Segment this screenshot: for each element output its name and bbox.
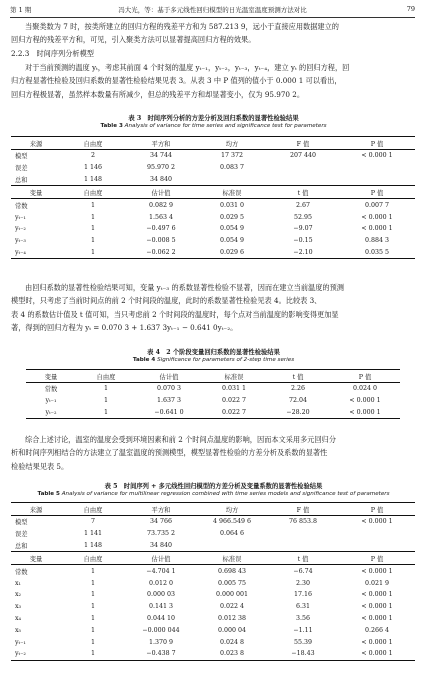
table-row — [11, 162, 415, 174]
text-line: 当聚类数为 7 时，按类所建立的回归方程的残差平方和为 587.213 9，远小于直接应用数据建立的 — [25, 22, 339, 31]
table-cell: < 0.000 1 — [361, 152, 393, 160]
text-line: 表 4 的系数估计值及 t 值可知，当只考虑前 2 个时间段的温度时，每个点对当前温度的影响变得更加显 — [11, 309, 339, 319]
table-cell: x₂ — [15, 591, 22, 599]
table5-caption-en — [0, 491, 427, 497]
text-line: 著，得到的回归方程为 yₜ = 0.070 3 + 1.637 3yₜ₋₁ − 0.641 0yₜ₋₂。 — [11, 323, 238, 333]
table-cell: 17 372 — [220, 152, 244, 160]
table-cell: −0.000 044 — [142, 626, 180, 634]
table-cell: 1 — [103, 397, 108, 405]
col-header: 估计值 — [125, 186, 197, 199]
paragraph-clustering-result — [11, 20, 415, 47]
table5-label: Table 5 — [37, 491, 60, 497]
col-header: 平方和 — [125, 503, 197, 516]
table-cell: 1 148 — [83, 175, 103, 183]
table-cell: 34 840 — [149, 541, 173, 549]
paragraph-time-series — [11, 61, 415, 101]
table-cell — [339, 540, 415, 552]
table-cell: 1 — [103, 385, 108, 393]
table-header-row — [26, 370, 400, 383]
table-cell: 0.012 38 — [217, 614, 247, 622]
table-cell: 0.064 6 — [219, 530, 245, 538]
text-line: 回归方程极显著，虽然样本数量有所减少，但总的残差平方和却显著变小，仅为 95.970 2。 — [11, 89, 305, 99]
table-row — [11, 223, 415, 235]
paragraph-combined-model — [11, 433, 415, 473]
table-5 — [11, 502, 415, 661]
table-row — [11, 577, 415, 589]
table-cell: < 0.000 1 — [361, 614, 393, 622]
table-cell: yₜ₋₁ — [45, 397, 57, 405]
text-line: 回归方程的残差平方和，可见，引入聚类方法可以显著提高回归方程的效果。 — [11, 35, 256, 45]
table-row — [11, 235, 415, 247]
table-cell: −18.43 — [267, 648, 339, 660]
table-cell: < 0.000 1 — [361, 591, 393, 599]
col-header: t 值 — [267, 552, 339, 565]
table-cell: yₜ₋₄ — [11, 247, 61, 259]
table-cell: 0.022 4 — [219, 603, 245, 611]
col-header: 自由度 — [61, 137, 125, 150]
issue-number: 第 1 期 — [10, 6, 32, 14]
table-cell: 常数 — [15, 202, 28, 210]
table-cell: 72.04 — [288, 397, 308, 405]
table5-caption-cn: 表 5 时间序列 + 多元线性回归模型的方差分析及变量系数的显著性检验结果 — [104, 483, 323, 490]
col-header: 均方 — [197, 137, 267, 150]
table-row — [11, 601, 415, 613]
col-header: 来源 — [11, 503, 61, 516]
table3-caption-cn: 表 3 时间序列分析的方差分析及回归系数的显著性检验结果 — [128, 115, 299, 122]
table-cell: 0.029 5 — [219, 213, 245, 221]
table-cell: −9.07 — [293, 225, 313, 233]
table-cell: 0.029 6 — [197, 247, 267, 259]
table-cell: 207 440 — [289, 152, 317, 160]
text-line: 析和时间序列相结合的方法建立了温室温度的预测模型，模型显著性检验的方差分析及系数的显著性 — [11, 448, 328, 458]
table-cell: 0.054 9 — [219, 237, 245, 245]
table-cell: 0.022 7 — [202, 407, 266, 419]
table-cell — [267, 540, 339, 552]
table-row — [26, 407, 400, 419]
page-number: 79 — [406, 5, 415, 13]
table-cell: 0.022 7 — [221, 397, 247, 405]
table-cell — [197, 540, 267, 552]
table-cell: 1 — [90, 579, 95, 587]
table-row — [11, 636, 415, 648]
table-cell: yₜ₋₂ — [26, 407, 76, 419]
table-cell: 73.735 2 — [146, 530, 176, 538]
table-cell: 0.000 04 — [217, 626, 247, 634]
text-line: 模型时，只考虑了当前时间点的前 2 个时间段的温度，此时的系数显著性检验见表 4。比较表 3、 — [11, 296, 322, 306]
table3-label: Table 3 — [100, 123, 123, 129]
table-cell: 1 — [90, 225, 95, 233]
table-cell: 55.39 — [293, 638, 313, 646]
table-cell: 0.007 7 — [364, 201, 390, 209]
table-cell: 模型 — [15, 519, 28, 527]
table3-caption-en — [0, 123, 427, 129]
table-cell: < 0.000 1 — [361, 518, 393, 526]
col-header: 变量 — [11, 186, 61, 199]
table-cell — [267, 162, 339, 174]
table-cell: 0.054 9 — [219, 225, 245, 233]
col-header: 均方 — [197, 503, 267, 516]
table-row — [11, 199, 415, 211]
table-cell: 0.082 9 — [148, 201, 174, 209]
table-header-row — [11, 137, 415, 150]
table-cell: 0.000 001 — [215, 591, 249, 599]
table-cell: 34 744 — [149, 152, 173, 160]
col-header: 来源 — [11, 137, 61, 150]
table-cell: 52.95 — [293, 213, 313, 221]
table-cell: 95.970 2 — [146, 164, 176, 172]
col-header: P 值 — [339, 186, 415, 199]
table-cell: 1 — [90, 213, 95, 221]
text-line: 检验结果见表 5。 — [11, 461, 69, 471]
table-cell: 1.637 3 — [156, 397, 182, 405]
table-cell: 0.005 75 — [217, 579, 247, 587]
table-cell: 总和 — [15, 542, 28, 550]
table-row — [11, 150, 415, 162]
table-row — [11, 516, 415, 528]
table-cell: 误差 — [15, 531, 28, 539]
col-header: P 值 — [339, 552, 415, 565]
col-header: 自由度 — [76, 370, 136, 383]
table3-caption-text: Analysis of variance for time series and significance test for parameters — [124, 123, 327, 129]
table4-caption-en — [0, 357, 427, 363]
table-row — [11, 624, 415, 636]
table-cell: 0.070 3 — [156, 385, 182, 393]
col-header: F 值 — [267, 137, 339, 150]
table5-caption-text: Analysis of variance for multilinear regression combined with time series models and significance test of parameters — [61, 491, 390, 497]
table-cell: 6.31 — [295, 603, 311, 611]
table-cell: 0.044 10 — [146, 614, 176, 622]
table-cell: 常数 — [15, 568, 28, 576]
table-cell: yₜ₋₂ — [11, 648, 61, 660]
table-cell: 2 — [90, 152, 95, 160]
table-cell — [197, 174, 267, 186]
table-cell — [339, 162, 415, 174]
table-cell: 误差 — [15, 165, 28, 173]
table-cell: −4.704 1 — [146, 567, 176, 575]
col-header: t 值 — [267, 186, 339, 199]
table-cell: −0.15 — [293, 237, 313, 245]
table-cell: 2.26 — [290, 385, 306, 393]
table-cell: 0.141 3 — [148, 603, 174, 611]
table-cell: −6.74 — [293, 567, 313, 575]
table-subheader-row — [11, 552, 415, 565]
table-cell: 0.000 03 — [146, 591, 176, 599]
table-row — [11, 565, 415, 577]
col-header: 估计值 — [136, 370, 202, 383]
text-line: 对于当前预测的温度 yₜ，考虑其前面 4 个时刻的温度 yₜ₋₁，yₜ₋₂，yₜ₋₃，yₜ₋₄，建立 yₜ 的回归方程，回 — [25, 63, 350, 72]
text-line: 由回归系数的显著性检验结果可知，变量 yₜ₋₃ 的系数显著性检验不显著，因而在建立当前温度的预测 — [25, 283, 344, 292]
col-header: t 值 — [266, 370, 330, 383]
table-cell: 0.024 0 — [352, 385, 378, 393]
table-cell: < 0.000 1 — [339, 648, 415, 660]
table-cell: 1 — [90, 603, 95, 611]
table-row — [11, 211, 415, 223]
table-cell: < 0.000 1 — [361, 213, 393, 221]
table-cell: 1 146 — [83, 164, 103, 172]
table-cell: 1 141 — [83, 530, 103, 538]
col-header: P 值 — [330, 370, 400, 383]
table4-label: Table 4 — [132, 357, 156, 363]
table-cell: 4 966.549 6 — [212, 518, 252, 526]
table-cell: −0.497 6 — [146, 225, 176, 233]
table-cell: 0.698 43 — [217, 567, 247, 575]
table-cell: 0.266 4 — [364, 626, 390, 634]
table-row — [26, 395, 400, 407]
table-cell: yₜ₋₁ — [15, 638, 26, 646]
table4-caption-text: Significance for parameters of 2-step time series — [157, 357, 295, 363]
table-row — [11, 613, 415, 625]
section-heading: 2.2.3 时间序列分析模型 — [11, 49, 94, 58]
table-cell: 1 148 — [83, 541, 103, 549]
table-cell: < 0.000 1 — [361, 567, 393, 575]
col-header: 自由度 — [61, 186, 125, 199]
col-header: 平方和 — [125, 137, 197, 150]
table-cell: 2.67 — [295, 201, 311, 209]
table-cell: 1.370 9 — [148, 638, 174, 646]
table-cell: −0.438 7 — [125, 648, 197, 660]
col-header: 变量 — [11, 552, 61, 565]
col-header: P 值 — [339, 503, 415, 516]
table-cell: −28.20 — [266, 407, 330, 419]
text-line: 综合上述讨论，温室的温度会受到环境因素和前 2 个时间点温度的影响，因而本文采用多元回归分 — [25, 435, 337, 444]
table-cell: 0.021 9 — [364, 579, 390, 587]
table-cell: 1 — [90, 591, 95, 599]
table-cell: 2.30 — [295, 579, 311, 587]
table-cell: 1.563 4 — [148, 213, 174, 221]
table-cell: 1 — [90, 614, 95, 622]
text-line: 归方程显著性检验及回归系数的显著性检验结果见表 3。从表 3 中 P 值列的值小于 0.000 1 可以看出， — [11, 76, 342, 86]
table-cell: 1 — [90, 638, 95, 646]
table-cell: yₜ₋₂ — [15, 225, 26, 233]
table-cell: 17.16 — [293, 591, 313, 599]
table-row — [11, 528, 415, 540]
table-cell: 0.031 1 — [221, 385, 247, 393]
table-cell: 0.012 0 — [148, 579, 174, 587]
table-cell: 1 — [61, 648, 125, 660]
table-cell: < 0.000 1 — [330, 407, 400, 419]
col-header: 标准误 — [197, 186, 267, 199]
table-cell: < 0.000 1 — [361, 225, 393, 233]
running-title: 冯大光，等：基于多元线性回归模型的日光温室温度预测方法对比 — [118, 6, 307, 14]
col-header: P 值 — [339, 137, 415, 150]
table-cell: 0.035 5 — [339, 247, 415, 259]
table-cell — [339, 528, 415, 540]
table-cell: < 0.000 1 — [349, 397, 381, 405]
table-cell: −2.10 — [267, 247, 339, 259]
table-cell: 0.024 8 — [219, 638, 245, 646]
table-cell: x₁ — [15, 579, 22, 587]
table-cell: 0.023 8 — [197, 648, 267, 660]
col-header: 标准误 — [202, 370, 266, 383]
table-cell — [267, 528, 339, 540]
table-cell: 1 — [90, 626, 95, 634]
table-cell: −0.641 0 — [136, 407, 202, 419]
table-cell: x₄ — [15, 614, 22, 622]
col-header: 自由度 — [61, 503, 125, 516]
table-subheader-row — [11, 186, 415, 199]
table-cell: 总和 — [15, 176, 28, 184]
table-cell: 常数 — [44, 386, 58, 394]
col-header: F 值 — [267, 503, 339, 516]
col-header: 变量 — [26, 370, 76, 383]
table-4 — [26, 369, 400, 419]
table-cell: 模型 — [15, 153, 28, 161]
table-cell: 0.884 3 — [364, 237, 390, 245]
col-header: 自由度 — [61, 552, 125, 565]
table-cell: −0.062 2 — [125, 247, 197, 259]
table-cell: 7 — [90, 518, 95, 526]
table-cell — [339, 174, 415, 186]
table-cell: −0.008 5 — [146, 237, 176, 245]
table-cell: 1 — [76, 407, 136, 419]
running-header — [10, 5, 415, 17]
table-row — [26, 383, 400, 395]
table-cell: 1 — [90, 237, 95, 245]
col-header: 估计值 — [125, 552, 197, 565]
table-header-row — [11, 503, 415, 516]
table-cell: 1 — [90, 201, 95, 209]
table-cell: 3.56 — [295, 614, 311, 622]
table-cell: 0.031 0 — [219, 201, 245, 209]
table-cell: < 0.000 1 — [361, 603, 393, 611]
table-cell: 34 840 — [149, 175, 173, 183]
table-cell — [267, 174, 339, 186]
header-rule — [10, 17, 415, 18]
col-header: 标准误 — [197, 552, 267, 565]
table-cell: < 0.000 1 — [361, 638, 393, 646]
table-cell: 76 853.8 — [288, 518, 318, 526]
table-cell: yₜ₋₁ — [15, 213, 26, 221]
paragraph-coefficient-test — [11, 281, 415, 335]
table-row — [11, 174, 415, 186]
table-cell: x₃ — [15, 603, 22, 611]
table4-caption-cn: 表 4 2 个阶段变量回归系数的显著性检验结果 — [147, 349, 280, 356]
table-cell: x₅ — [15, 626, 22, 634]
table-row — [11, 648, 415, 660]
table-cell: 0.083 7 — [219, 164, 245, 172]
table-row — [11, 589, 415, 601]
table-3 — [11, 136, 415, 259]
table-cell: 1 — [90, 567, 95, 575]
table-row — [11, 540, 415, 552]
table-cell: 1 — [61, 247, 125, 259]
table-cell: −1.11 — [293, 626, 313, 634]
table-cell: yₜ₋₃ — [15, 237, 26, 245]
table-row — [11, 247, 415, 259]
table-cell: 34 766 — [149, 518, 173, 526]
